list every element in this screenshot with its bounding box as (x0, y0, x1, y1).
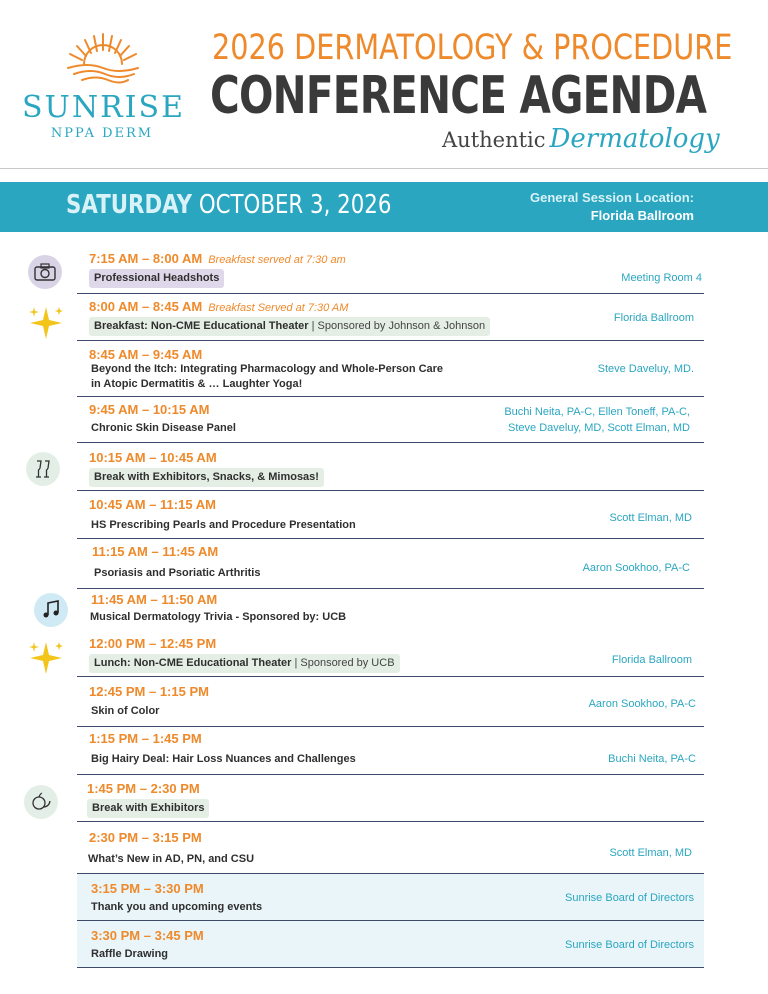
session-title: Lunch: Non-CME Educational Theater | Sponsored by UCB (89, 654, 400, 673)
sunrise-logo (22, 28, 185, 148)
session-title: HS Prescribing Pearls and Procedure Presentation (91, 519, 356, 531)
session-title: Break with Exhibitors (87, 799, 209, 818)
session-time: 8:45 AM – 9:45 AM (89, 347, 203, 362)
agenda-item (77, 294, 704, 341)
session-speaker: Scott Elman, MD (609, 847, 692, 859)
session-title: Break with Exhibitors, Snacks, & Mimosas! (89, 468, 324, 487)
day-banner (0, 182, 768, 232)
session-presenter: Sunrise Board of Directors (565, 939, 694, 951)
sparkle-icon (26, 638, 66, 678)
session-time: 8:00 AM – 8:45 AM Breakfast Served at 7:30 AM (89, 299, 349, 314)
agenda-item (77, 539, 704, 589)
session-time: 1:15 PM – 1:45 PM (89, 731, 202, 746)
agenda-item (77, 491, 704, 539)
logo-subtitle: NPPA DERM (50, 126, 154, 141)
session-title: Professional Headshots (89, 269, 224, 288)
session-title: Thank you and upcoming events (91, 901, 263, 913)
session-title: Chronic Skin Disease Panel (91, 422, 236, 434)
session-speaker: Aaron Sookhoo, PA-C (582, 562, 690, 574)
agenda-item (77, 630, 704, 677)
session-title: Musical Dermatology Trivia - Sponsored by: UCB (90, 611, 347, 623)
music-note-icon (34, 593, 68, 627)
location-value: Florida Ballroom (590, 208, 694, 223)
champagne-icon (26, 452, 60, 486)
agenda-item (77, 822, 704, 874)
conference-title-line2: CONFERENCE AGENDA (210, 66, 707, 126)
session-title: Raffle Drawing (91, 948, 169, 960)
session-speaker: Scott Elman, MD (609, 512, 692, 524)
banner-date-text: OCTOBER 3, 2026 (198, 190, 392, 220)
agenda-item (77, 874, 704, 921)
agenda-item (77, 589, 704, 630)
camera-icon (28, 255, 62, 289)
session-title: Breakfast: Non-CME Educational Theater | Sponsored by Johnson & Johnson (89, 317, 490, 336)
session-time: 2:30 PM – 3:15 PM (89, 830, 202, 845)
agenda-item (77, 677, 704, 727)
location-label: General Session Location: (530, 190, 694, 205)
session-speaker: Steve Daveluy, MD. (597, 363, 694, 375)
session-time: 9:45 AM – 10:15 AM (89, 402, 210, 417)
session-time: 11:45 AM – 11:50 AM (91, 592, 218, 607)
agenda-item (77, 443, 704, 491)
session-title: Skin of Color (91, 705, 160, 717)
fruit-icon (24, 785, 58, 819)
agenda-item (77, 727, 704, 775)
session-presenter: Sunrise Board of Directors (565, 892, 694, 904)
banner-date (66, 190, 391, 220)
agenda-item (77, 921, 704, 968)
tagline-authentic: Authentic (442, 128, 546, 152)
agenda-item (77, 245, 704, 294)
session-location: Meeting Room 4 (621, 272, 702, 284)
session-time: 10:45 AM – 11:15 AM (89, 497, 216, 512)
sun-icon (58, 28, 148, 88)
session-time: 3:30 PM – 3:45 PM (91, 928, 204, 943)
session-speakers: Buchi Neita, PA-C, Ellen Toneff, PA-C, Steve Daveluy, MD, Scott Elman, MD (504, 406, 690, 434)
sparkle-icon (26, 303, 66, 343)
agenda-item (77, 397, 704, 443)
session-location: Florida Ballroom (613, 312, 694, 324)
session-time: 1:45 PM – 2:30 PM (87, 781, 200, 796)
session-title: What’s New in AD, PN, and CSU (88, 853, 255, 865)
session-time: 10:15 AM – 10:45 AM (89, 450, 217, 465)
agenda-item (77, 775, 704, 822)
session-title: Big Hairy Deal: Hair Loss Nuances and Challenges (91, 753, 356, 765)
session-speaker: Aaron Sookhoo, PA-C (588, 698, 696, 710)
header-divider (0, 168, 768, 169)
session-time: 3:15 PM – 3:30 PM (91, 881, 204, 896)
conference-title-line1: 2026 DERMATOLOGY & PROCEDURE (212, 28, 733, 68)
session-location: Florida Ballroom (611, 654, 692, 666)
session-time: 12:00 PM – 12:45 PM (89, 636, 217, 651)
session-speaker: Buchi Neita, PA-C (608, 753, 696, 765)
tagline (442, 124, 720, 154)
session-note: Breakfast Served at 7:30 AM (208, 302, 349, 314)
session-time: 7:15 AM – 8:00 AM Breakfast served at 7:30 am (89, 251, 346, 266)
session-time: 12:45 PM – 1:15 PM (89, 684, 209, 699)
session-title: Beyond the Itch: Integrating Pharmacology and Whole-Person Care in Atopic Dermatitis & … Laughter Yoga! (91, 363, 444, 390)
agenda-item (77, 341, 704, 397)
logo-name: SUNRISE (22, 90, 185, 125)
banner-day-name: SATURDAY (66, 190, 193, 220)
session-note: Breakfast served at 7:30 am (208, 254, 346, 266)
tagline-dermatology: Dermatology (549, 124, 720, 154)
session-time: 11:15 AM – 11:45 AM (92, 544, 219, 559)
session-title: Psoriasis and Psoriatic Arthritis (94, 567, 261, 579)
